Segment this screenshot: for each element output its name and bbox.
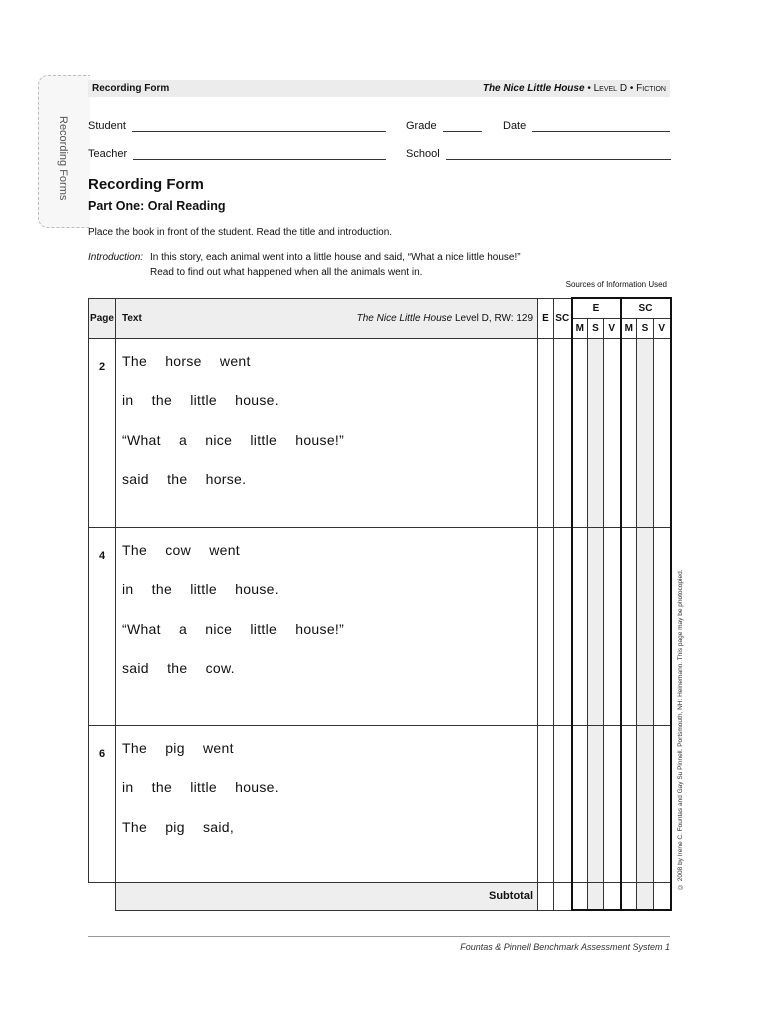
- e-s-cell[interactable]: [588, 725, 604, 882]
- e-s-cell[interactable]: [588, 338, 604, 527]
- blank: [89, 882, 116, 910]
- sc-v: V: [654, 318, 671, 338]
- footer-rule: [88, 936, 670, 937]
- text-line: The pig said,: [122, 818, 235, 835]
- date-label: Date: [503, 120, 527, 132]
- teacher-field[interactable]: [88, 148, 386, 160]
- col-text: [116, 298, 538, 338]
- date-field[interactable]: [503, 120, 670, 132]
- text-cell: [116, 725, 538, 882]
- header-left: Recording Form: [92, 83, 170, 94]
- text-line: said the cow.: [122, 660, 235, 676]
- sc-m-cell[interactable]: [621, 338, 637, 527]
- instruction: Place the book in front of the student. Read the title and introduction.: [88, 227, 393, 238]
- subtotal-cell[interactable]: [604, 882, 621, 910]
- text-line: “What a nice little house!”: [122, 431, 345, 448]
- page-number: 4: [89, 527, 116, 725]
- sc-s-cell[interactable]: [637, 527, 654, 725]
- subtotal-cell[interactable]: [572, 882, 588, 910]
- e-m: M: [572, 318, 588, 338]
- genre: Fiction: [636, 83, 666, 94]
- teacher-label: Teacher: [88, 148, 128, 160]
- col-e: E: [538, 298, 554, 338]
- sc-m: M: [621, 318, 637, 338]
- page-title: Recording Form: [88, 176, 204, 193]
- sep: •: [629, 83, 634, 94]
- intro-label: Introduction:: [88, 252, 144, 263]
- header-right: [483, 80, 666, 97]
- grade-field[interactable]: [406, 120, 482, 132]
- table-row: [89, 527, 671, 725]
- subtotal-sc[interactable]: [554, 882, 572, 910]
- book-title: The Nice Little House: [482, 83, 585, 94]
- col-text-label: Text: [122, 312, 142, 324]
- intro-line: In this story, each animal went into a little house and said, “What a nice little house!”: [150, 252, 521, 263]
- group-e: E: [572, 298, 621, 318]
- text-line: The pig went: [122, 739, 234, 756]
- e-m-cell[interactable]: [572, 527, 588, 725]
- text-cell: [116, 527, 538, 725]
- e-cell[interactable]: [538, 725, 554, 882]
- sc-s: S: [637, 318, 654, 338]
- e-v-cell[interactable]: [604, 725, 621, 882]
- book-info-title: The Nice Little House: [356, 312, 453, 324]
- text-line: The horse went: [122, 352, 251, 369]
- text-line: in the little house.: [122, 392, 279, 408]
- e-s-cell[interactable]: [588, 527, 604, 725]
- subtotal-cell[interactable]: [621, 882, 637, 910]
- intro-line: Read to find out what happened when all the animals went in.: [150, 267, 423, 278]
- sc-cell[interactable]: [554, 338, 572, 527]
- e-v-cell[interactable]: [604, 527, 621, 725]
- text-line: “What a nice little house!”: [122, 620, 345, 637]
- sc-v-cell[interactable]: [654, 725, 671, 882]
- copyright: © 2008 by Irene C. Fountas and Gay Su Pinnell. Portsmouth, NH: Heinemann. This page may be photocopied.: [677, 569, 684, 890]
- e-m-cell[interactable]: [572, 338, 588, 527]
- text-cell: [116, 338, 538, 527]
- school-field[interactable]: [406, 148, 671, 160]
- sc-v-cell[interactable]: [654, 338, 671, 527]
- subtotal-e[interactable]: [538, 882, 554, 910]
- text-line: said the horse.: [122, 471, 247, 487]
- sc-v-cell[interactable]: [654, 527, 671, 725]
- text-line: in the little house.: [122, 779, 279, 795]
- e-m-cell[interactable]: [572, 725, 588, 882]
- subtotal-cell[interactable]: [637, 882, 654, 910]
- col-page: Page: [89, 298, 116, 338]
- e-s: S: [588, 318, 604, 338]
- grade-label: Grade: [406, 120, 437, 132]
- school-label: School: [406, 148, 440, 160]
- level: Level D: [593, 83, 628, 94]
- book-info: Level D, RW: 129: [452, 312, 533, 324]
- e-v: V: [604, 318, 621, 338]
- e-cell[interactable]: [538, 338, 554, 527]
- student-field[interactable]: [88, 120, 386, 132]
- sep: •: [587, 83, 591, 94]
- e-v-cell[interactable]: [604, 338, 621, 527]
- subtotal-cell[interactable]: [588, 882, 604, 910]
- sc-cell[interactable]: [554, 725, 572, 882]
- subtotal-label: Subtotal: [116, 882, 538, 910]
- page-subtitle: Part One: Oral Reading: [88, 199, 226, 213]
- side-tab: [38, 75, 90, 228]
- sc-m-cell[interactable]: [621, 527, 637, 725]
- side-tab-label: Recording Forms: [57, 116, 69, 201]
- table-row: [89, 725, 671, 882]
- sc-s-cell[interactable]: [637, 338, 654, 527]
- footer: Fountas & Pinnell Benchmark Assessment System 1: [460, 942, 670, 952]
- sources-label: Sources of Information Used: [565, 280, 667, 289]
- header-bar: [88, 80, 670, 97]
- col-sc: SC: [554, 298, 572, 338]
- sc-s-cell[interactable]: [637, 725, 654, 882]
- text-line: in the little house.: [122, 581, 279, 597]
- table-row: [89, 338, 671, 527]
- subtotal-cell[interactable]: [654, 882, 671, 910]
- reading-record-table: [88, 297, 672, 911]
- page-number: 6: [89, 725, 116, 882]
- text-line: The cow went: [122, 541, 240, 558]
- sc-m-cell[interactable]: [621, 725, 637, 882]
- page-number: 2: [89, 338, 116, 527]
- e-cell[interactable]: [538, 527, 554, 725]
- student-label: Student: [88, 120, 126, 132]
- sc-cell[interactable]: [554, 527, 572, 725]
- group-sc: SC: [621, 298, 671, 318]
